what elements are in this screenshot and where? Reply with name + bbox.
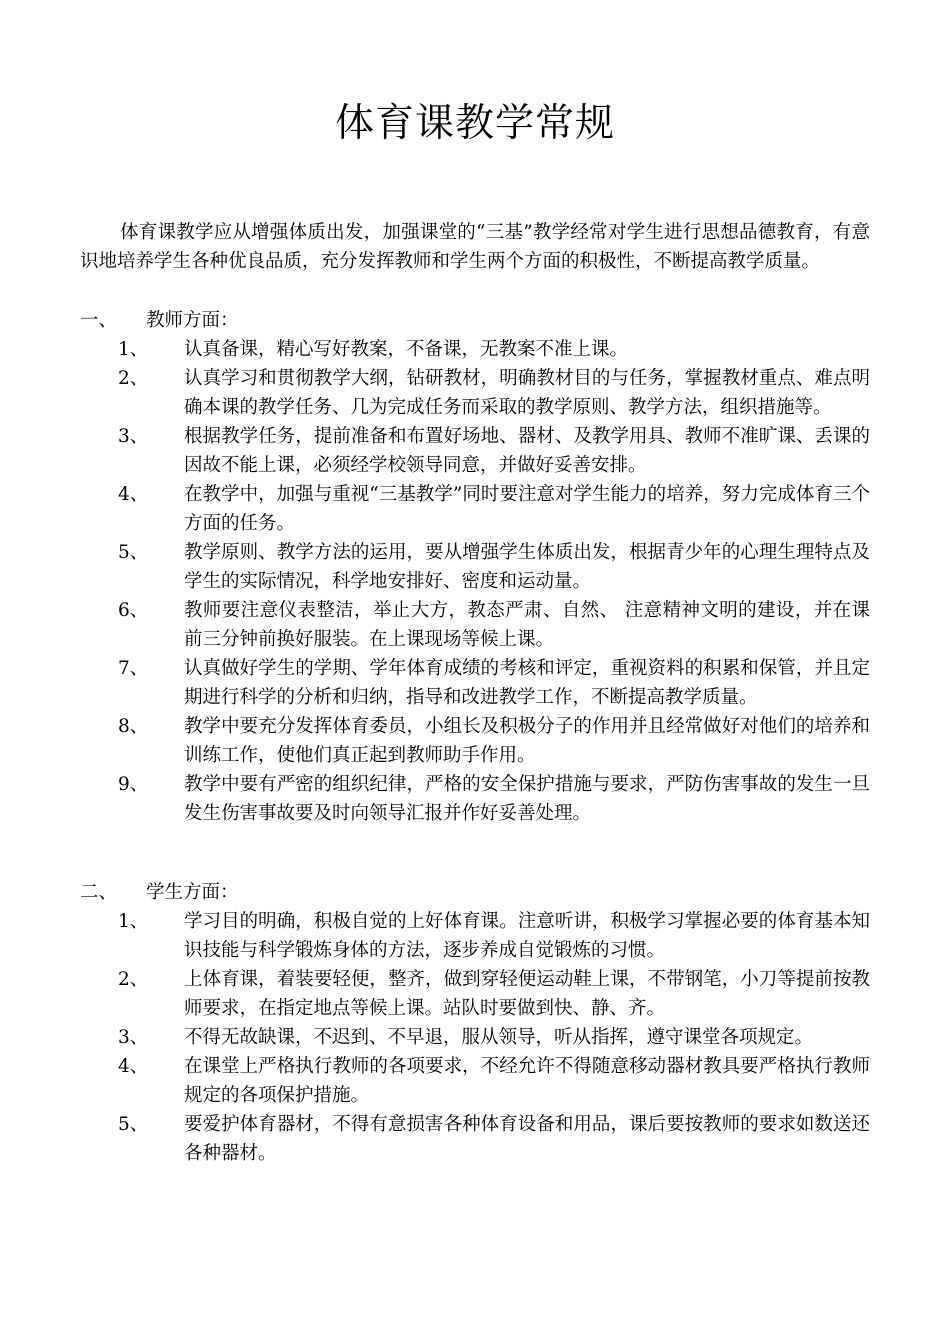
teacher-items-list (118, 335, 870, 828)
item-number: 2、 (118, 969, 149, 990)
list-item (118, 422, 870, 480)
item-number: 3、 (118, 1027, 149, 1048)
item-text: 教学中要有严密的组织纪律，严格的安全保护措施与要求，严防伤害事故的发生一旦发生伤害事故要及时向领导汇报并作好妥善处理。 (184, 774, 870, 824)
item-text: 教师要注意仪表整洁，举止大方，教态严肃、自然、 注意精神文明的建设，并在课前三分钟前换好服装。在上课现场等候上课。 (184, 600, 870, 650)
item-text: 教学中要充分发挥体育委员，小组长及积极分子的作用并且经常做好对他们的培养和训练工作，使他们真正起到教师助手作用。 (184, 716, 870, 766)
item-text: 教学原则、教学方法的运用，要从增强学生体质出发，根据青少年的心理生理特点及学生的实际情况，科学地安排好、密度和运动量。 (184, 542, 870, 592)
item-number: 5、 (118, 1114, 149, 1135)
item-text: 在教学中，加强与重视“三基教学”同时要注意对学生能力的培养，努力完成体育三个方面的任务。 (184, 484, 870, 534)
list-item (118, 712, 870, 770)
list-item (118, 364, 870, 422)
section-number: 二、 (80, 882, 118, 903)
list-item (118, 1110, 870, 1168)
item-number: 3、 (118, 426, 149, 447)
item-text: 认真备课，精心写好教案，不备课，无教案不准上课。 (184, 339, 629, 360)
item-number: 5、 (118, 542, 149, 563)
item-text: 上体育课，着装要轻便，整齐，做到穿轻便运动鞋上课，不带钢笔，小刀等提前按教师要求，在指定地点等候上课。站队时要做到快、静、齐。 (184, 969, 870, 1019)
list-item (118, 770, 870, 828)
list-item (118, 538, 870, 596)
item-number: 4、 (118, 1056, 149, 1077)
list-item (118, 654, 870, 712)
list-item (118, 596, 870, 654)
list-item (118, 907, 870, 965)
item-text: 认真做好学生的学期、学年体育成绩的考核和评定，重视资料的积累和保管，并且定期进行科学的分析和归纳，指导和改进教学工作，不断提高教学质量。 (184, 658, 870, 708)
item-number: 4、 (118, 484, 149, 505)
item-number: 1、 (118, 911, 149, 932)
item-text: 学习目的明确，积极自觉的上好体育课。注意听讲，积极学习掌握必要的体育基本知识技能与科学锻炼身体的方法，逐步养成自觉锻炼的习惯。 (184, 911, 870, 961)
page-title: 体育课教学常规 (334, 101, 615, 146)
item-text: 在课堂上严格执行教师的各项要求，不经允许不得随意移动器材教具要严格执行教师规定的各项保护措施。 (184, 1056, 870, 1106)
item-text: 认真学习和贯彻教学大纲，钻研教材，明确教材目的与任务，掌握教材重点、难点明确本课的教学任务、几为完成任务而采取的教学原则、教学方法，组织措施等。 (184, 368, 870, 418)
item-number: 2、 (118, 368, 149, 389)
student-items-list (118, 907, 870, 1168)
item-number: 7、 (118, 658, 149, 679)
section-number: 一、 (80, 310, 118, 331)
item-number: 1、 (118, 339, 149, 360)
item-text: 要爱护体育器材，不得有意损害各种体育设备和用品，课后要按教师的要求如数送还各种器材。 (184, 1114, 870, 1164)
list-item (118, 480, 870, 538)
list-item (118, 965, 870, 1023)
list-item (118, 1023, 870, 1052)
intro-paragraph: 体育课教学应从增强体质出发，加强课堂的“三基”教学经常对学生进行思想品德教育，有意识地培养学生各种优良品质，充分发挥教师和学生两个方面的积极性，不断提高教学质量。 (80, 222, 870, 272)
section-heading-student (80, 878, 870, 907)
item-number: 9、 (118, 774, 149, 795)
section-title: 教师方面： (146, 310, 239, 331)
list-item (118, 335, 870, 364)
item-text: 不得无故缺课，不迟到、不早退，服从领导，听从指挥，遵守课堂各项规定。 (184, 1027, 814, 1048)
list-item (118, 1052, 870, 1110)
item-text: 根据教学任务，提前准备和布置好场地、器材、及教学用具、教师不准旷课、丢课的因故不能上课，必须经学校领导同意，并做好妥善安排。 (184, 426, 870, 476)
section-title: 学生方面： (146, 882, 239, 903)
item-number: 6、 (118, 600, 149, 621)
section-heading-teacher (80, 306, 870, 335)
item-number: 8、 (118, 716, 149, 737)
